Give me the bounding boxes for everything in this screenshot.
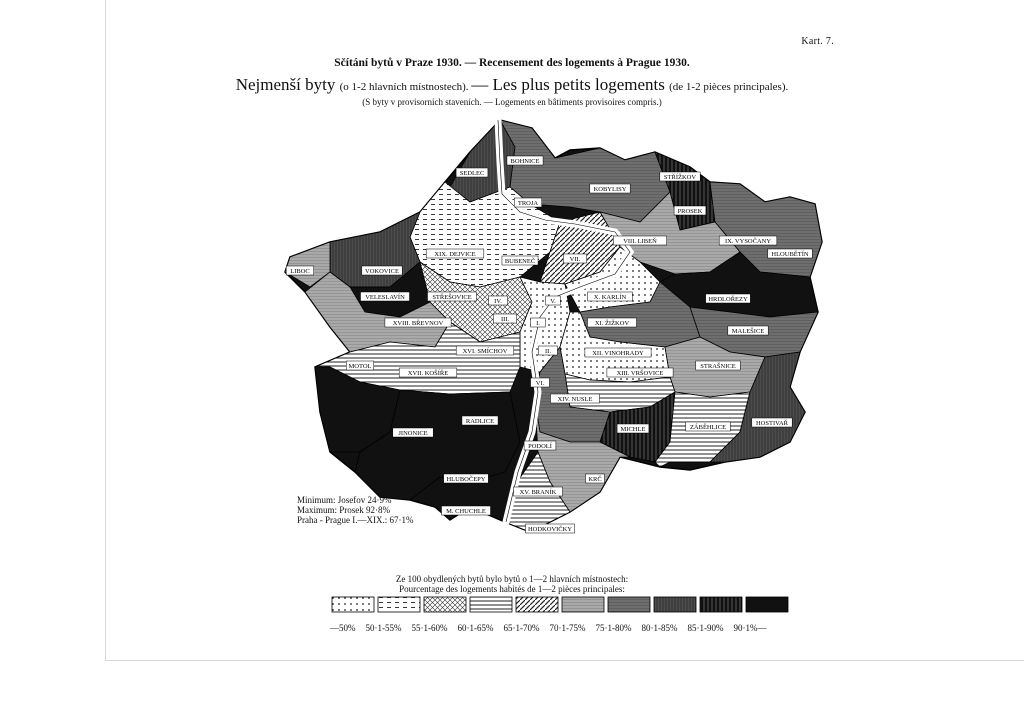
district-label-iv: IV.	[494, 298, 502, 305]
district-label-radlice: RADLICE	[465, 418, 495, 425]
district-label-hodkovi-ky: HODKOVIČKY	[527, 526, 573, 533]
district-label-xiv-nusle: XIV. NUSLE	[557, 396, 593, 403]
legend-label: 70·1-75%	[549, 623, 586, 633]
district-label-v: V.	[550, 298, 556, 305]
title-census: Sčítání bytů v Praze 1930. — Recensement des logements à Prague 1930.	[334, 57, 690, 69]
sheet-number: Kart. 7.	[801, 36, 834, 47]
district-label-m-chuchle: M. CHUCHLE	[446, 508, 486, 515]
legend-swatch-crosses	[424, 597, 466, 612]
title-main-fr: — Les plus petits logements	[471, 75, 670, 94]
district-label-hostiva: HOSTIVAŘ	[755, 420, 789, 427]
legend-labels	[330, 623, 777, 633]
district-label-x-karl-n: X. KARLÍN	[593, 294, 627, 301]
district-label-hloub-t-n: HLOUBĚTÍN	[771, 251, 809, 258]
legend-label: 80·1-85%	[641, 623, 678, 633]
legend-swatch-hlines	[470, 597, 512, 612]
district-label-kobylisy: KOBYLISY	[593, 186, 627, 193]
district-label-podol: PODOLÍ	[528, 443, 552, 450]
district-label-xii-vinohrady: XII. VINOHRADY	[592, 350, 644, 357]
district-label-z-b-hlice: ZÁBĚHLICE	[689, 424, 727, 431]
title-main	[0, 75, 1024, 95]
legend-swatch-vlines	[700, 597, 742, 612]
legend-label: 60·1-65%	[457, 623, 494, 633]
district-label-xvii-ko-e: XVII. KOŠÍŘE	[407, 370, 449, 377]
district-label-prosek: PROSEK	[677, 208, 703, 215]
legend-label: —50%	[330, 623, 356, 633]
legend-swatch-black	[746, 597, 788, 612]
district-label-xix-dejvice: XIX. DEJVICE	[434, 251, 476, 258]
district-label-xi-i-kov: XI. ŽIŽKOV	[594, 320, 630, 327]
district-label-xviii-b-evnov: XVIII. BŘEVNOV	[392, 320, 444, 327]
district-label-i: I.	[536, 320, 540, 327]
legend-label: 85·1-90%	[687, 623, 724, 633]
title-main-cz: Nejmenší byty	[235, 75, 340, 94]
legend-swatch-dark	[654, 597, 696, 612]
legend-label: 90·1%—	[733, 623, 767, 633]
district-label-xvi-sm-chov: XVI. SMÍCHOV	[462, 348, 508, 355]
district-label-kr: KRČ	[588, 476, 602, 483]
stats-maximum: Maximum: Prosek 92·8%	[297, 505, 390, 515]
district-label-xiii-vr-ovice: XIII. VRŠOVICE	[616, 370, 664, 377]
district-label-vi: VI.	[535, 380, 545, 387]
legend-label: 50·1-55%	[365, 623, 402, 633]
district-label-st-kov: STŘÍŽKOV	[663, 174, 697, 181]
legend-label: 75·1-80%	[595, 623, 632, 633]
district-label-ix-vyso-any: IX. VYSOČANY	[724, 238, 772, 245]
district-label-troja: TROJA	[517, 200, 539, 207]
stats-praha: Praha - Prague I.—XIX.: 67·1%	[297, 515, 414, 525]
stats-box	[297, 495, 413, 525]
title-note: (S byty v provisorních staveních. — Logements en bâtiments provisoires compris.)	[362, 97, 662, 107]
district-label-hrdlo-ezy: HRDLOŘEZY	[708, 296, 748, 303]
legend-swatch-diag	[516, 597, 558, 612]
legend-swatch-grey	[562, 597, 604, 612]
page-edge	[105, 660, 1024, 661]
district-label-bubene: BUBENEČ	[504, 258, 536, 265]
title-sub-cz: (o 1-2 hlavních místnostech).	[339, 81, 472, 93]
prague-map	[270, 112, 830, 552]
stats-minimum: Minimum: Josefov 24·9%	[297, 495, 392, 505]
title-sub-fr: (de 1-2 pièces principales).	[669, 81, 789, 93]
district-label-liboc: LIBOC	[290, 268, 310, 275]
legend-heading	[0, 574, 1024, 594]
district-label-viii-libe: VIII. LIBEŇ	[623, 238, 657, 245]
district-label-veleslav-n: VELESLAVÍN	[365, 294, 405, 301]
legend-swatch-dashes	[378, 597, 420, 612]
legend-swatch-darkgrey	[608, 597, 650, 612]
district-label-ii: II.	[545, 348, 551, 355]
legend-swatches	[330, 595, 790, 615]
district-label-bohnice: BOHNICE	[510, 158, 540, 165]
district-label-stra-nice: STRAŠNICE	[700, 363, 736, 370]
district-label-hlubo-epy: HLUBOČEPY	[446, 476, 486, 483]
district-label-male-ice: MALEŠICE	[731, 328, 765, 335]
legend-heading-fr: Pourcentage des logements habités de 1—2 pièces principales:	[399, 584, 625, 594]
district-label-vii: VII.	[569, 256, 581, 263]
district-label-motol: MOTOL	[348, 363, 372, 370]
legend-swatch-dots	[332, 597, 374, 612]
legend-label: 55·1-60%	[411, 623, 448, 633]
district-label-st-e-ovice: STŘEŠOVICE	[432, 294, 472, 301]
district-label-vokovice: VOKOVICE	[365, 268, 399, 275]
district-label-sedlec: SEDLEC	[459, 170, 485, 177]
district-label-xv-bran-k: XV. BRANÍK	[519, 489, 557, 496]
district-label-jinonice: JINONICE	[398, 430, 428, 437]
legend-heading-cz: Ze 100 obydlených bytů bylo bytů o 1—2 hlavních místnostech:	[395, 574, 629, 584]
district-label-michle: MICHLE	[620, 426, 646, 433]
legend-label: 65·1-70%	[503, 623, 540, 633]
district-label-iii: III.	[500, 316, 510, 323]
